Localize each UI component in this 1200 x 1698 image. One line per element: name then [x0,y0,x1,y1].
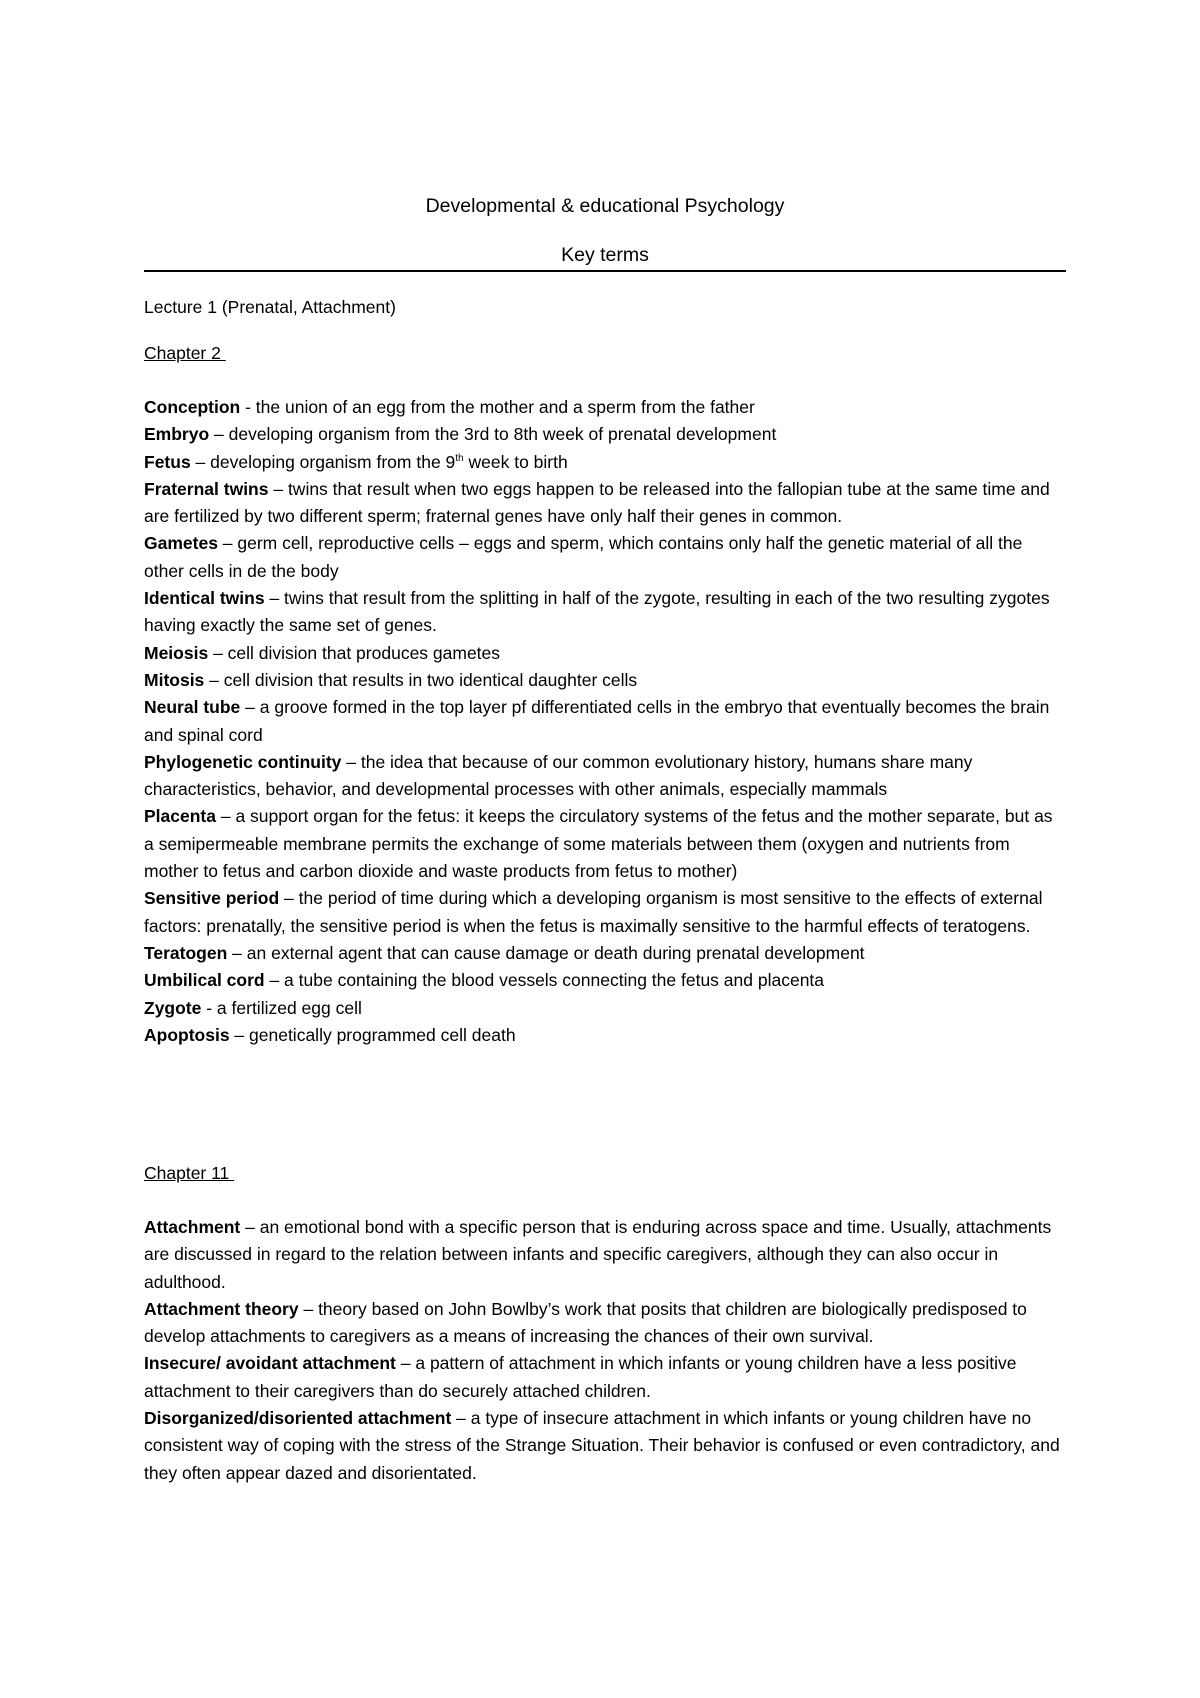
term-entry [144,1350,1066,1405]
term-name: Attachment theory [144,1298,299,1319]
term-entry [144,667,1066,694]
term-entry [144,449,1066,476]
term-definition: – the idea that because of our common evolutionary history, humans share many characteristics, behavior, and developmental processes with other animals, especially mammals [144,751,973,800]
chapter-2-heading: Chapter 2 [144,343,226,363]
term-entry [144,421,1066,448]
term-name: Neural tube [144,697,241,718]
term-entry [144,1296,1066,1351]
term-definition: – a groove formed in the top layer pf differentiated cells in the embryo that eventually becomes the brain and spinal cord [144,697,1050,745]
term-definition: – developing organism from the 9 [190,451,456,472]
term-entry [144,803,1066,885]
term-name: Placenta [144,806,216,827]
term-entry [144,530,1066,585]
term-name: Phylogenetic continuity [144,751,342,772]
term-name: Umbilical cord [144,970,265,991]
term-definition: – the period of time during which a developing organism is most sensitive to the effects of external factors: prenatally, the sensitive period is when the fetus is maximally sensitive to the harmful effects of teratogens. [144,888,1043,936]
term-definition: – genetically programmed cell death [229,1024,516,1045]
chapter-11-heading: Chapter 11 [144,1163,235,1183]
term-entry [144,885,1066,940]
term-definition: – a pattern of attachment in which infants or young children have a less positive attachment to their caregivers than do securely attached children. [144,1353,1017,1401]
term-definition-continued: week to birth [463,451,568,472]
term-entry [144,476,1066,531]
term-entry [144,940,1066,967]
term-name: Meiosis [144,642,209,663]
term-entry [144,394,1066,421]
term-definition: – a type of insecure attachment in which infants or young children have no consistent way of coping with the stress of the Strange Situation. Their behavior is confused or even contradictory, and they often appear dazed and disorientated. [144,1408,1060,1483]
term-definition: – a tube containing the blood vessels connecting the fetus and placenta [264,970,825,991]
term-name: Gametes [144,533,218,554]
term-name: Mitosis [144,669,205,690]
term-entry [144,694,1066,749]
term-entry [144,967,1066,994]
ordinal-superscript: th [455,452,464,464]
term-definition: – cell division that results in two identical daughter cells [204,669,638,690]
title-divider [144,270,1066,272]
term-definition: – an emotional bond with a specific person that is enduring across space and time. Usually, attachments are discussed in regard to the relation between infants and specific caregivers, although they can also occur in adulthood. [144,1217,1052,1292]
term-definition: - the union of an egg from the mother and a sperm from the father [240,397,755,417]
term-entry [144,585,1066,640]
term-definition: – twins that result when two eggs happen to be released into the fallopian tube at the same time and are fertilized by two different sperm; fraternal genes have only half their genes in common. [144,478,1050,527]
term-name: Attachment [144,1217,241,1237]
term-definition: – an external agent that can cause damage or death during prenatal development [227,942,865,963]
term-name: Embryo [144,424,210,445]
document-title: Developmental & educational Psychology [425,195,785,217]
term-name: Identical twins [144,588,265,609]
term-entry [144,749,1066,804]
term-entry [144,995,1066,1022]
term-definition: - a fertilized egg cell [201,997,362,1018]
term-definition: – cell division that produces gametes [208,642,501,663]
document-subtitle: Key terms [561,244,649,266]
chapter-11-terms [144,1214,1066,1487]
term-definition: – twins that result from the splitting in half of the zygote, resulting in each of the two resulting zygotes having exactly the same set of genes. [144,588,1050,636]
term-name: Conception [144,397,241,417]
term-name: Insecure/ avoidant attachment [144,1353,396,1374]
term-name: Teratogen [144,942,228,963]
term-name: Sensitive period [144,888,280,909]
term-definition: – germ cell, reproductive cells – eggs and sperm, which contains only half the genetic material of all the other cells in de the body [144,533,1023,581]
term-definition: – developing organism from the 3rd to 8th week of prenatal development [209,424,777,445]
term-name: Apoptosis [144,1024,230,1045]
term-name: Fraternal twins [144,478,269,499]
term-entry [144,1214,1066,1296]
term-name: Zygote [144,997,202,1018]
chapter-2-terms [144,394,1066,1049]
term-name: Fetus [144,451,191,472]
term-entry [144,1022,1066,1049]
term-definition: – a support organ for the fetus: it keeps the circulatory systems of the fetus and the mother separate, but as a semipermeable membrane permits the exchange of some materials between them (oxygen and nutrients from mother to fetus and carbon dioxide and waste products from fetus to mother) [144,806,1053,882]
term-entry [144,1405,1066,1487]
lecture-heading: Lecture 1 (Prenatal, Attachment) [144,297,396,317]
term-definition: – theory based on John Bowlby’s work that posits that children are biologically predisposed to develop attachments to caregivers as a means of increasing the chances of their own survival. [144,1298,1027,1347]
term-entry [144,640,1066,667]
term-name: Disorganized/disoriented attachment [144,1408,452,1429]
